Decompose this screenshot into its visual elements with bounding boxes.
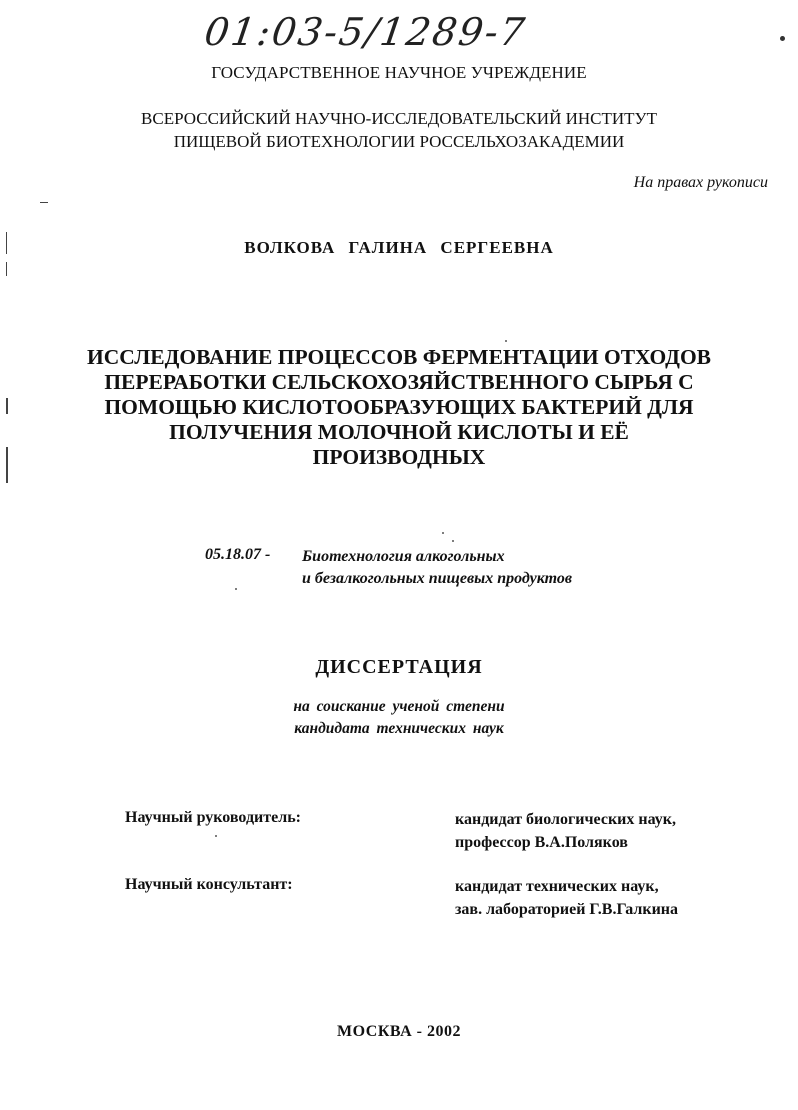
degree-line-1: на соискание ученой степени [293,698,505,715]
institution-name [0,107,798,153]
title-line-2: ПЕРЕРАБОТКИ СЕЛЬСКОХОЗЯЙСТВЕННОГО СЫРЬЯ С [104,370,694,394]
specialty-code: 05.18.07 - [205,546,271,563]
document-type: ДИССЕРТАЦИЯ [315,656,483,678]
degree-line-2: кандидата технических наук [294,720,504,737]
supervisor-name: профессор В.А.Поляков [455,834,628,851]
title-line-5: ПРОИЗВОДНЫХ [312,445,486,469]
title-line-4: ПОЛУЧЕНИЯ МОЛОЧНОЙ КИСЛОТЫ И ЕЁ [169,420,629,444]
scan-speck [505,340,507,342]
dissertation-title [0,345,798,470]
scan-mark [6,398,8,414]
consultant-label: Научный консультант: [125,876,293,893]
institution-name-line-1: ВСЕРОССИЙСКИЙ НАУЧНО-ИССЛЕДОВАТЕЛЬСКИЙ ИНСТИТУТ [141,109,657,128]
manuscript-rights-note: На правах рукописи [633,174,768,191]
supervisor-details [455,808,676,854]
institution-type: ГОСУДАРСТВЕННОЕ НАУЧНОЕ УЧРЕЖДЕНИЕ [211,63,587,82]
scan-speck [235,588,237,590]
supervisor-label: Научный руководитель: [125,809,301,826]
consultant-name: зав. лабораторией Г.В.Галкина [455,901,678,918]
handwritten-catalog-number: 01:03-5/1289-7 [201,10,530,54]
specialty-name [302,546,572,590]
specialty-name-line-1: Биотехнология алкогольных [302,548,505,565]
supervisor-degree: кандидат биологических наук, [455,811,676,828]
title-line-3: ПОМОЩЬЮ КИСЛОТООБРАЗУЮЩИХ БАКТЕРИЙ ДЛЯ [104,395,694,419]
scan-mark [6,447,8,483]
city-year: МОСКВА - 2002 [337,1023,461,1040]
scan-mark [6,262,7,276]
specialty-name-line-2: и безалкогольных пищевых продуктов [302,570,573,587]
institution-name-line-2: ПИЩЕВОЙ БИОТЕХНОЛОГИИ РОССЕЛЬХОЗАКАДЕМИИ [173,132,625,151]
title-line-1: ИССЛЕДОВАНИЕ ПРОЦЕССОВ ФЕРМЕНТАЦИИ ОТХОДОВ [86,345,712,369]
scan-speck [215,835,217,837]
author-name: ВОЛКОВА ГАЛИНА СЕРГЕЕВНА [244,238,554,257]
ink-dot [780,36,785,41]
degree-sought [0,696,798,740]
scan-speck [452,540,454,542]
scan-mark [40,202,48,203]
consultant-degree: кандидат технических наук, [455,878,659,895]
scan-mark [6,232,7,254]
scan-speck [442,532,444,534]
consultant-details [455,875,678,921]
